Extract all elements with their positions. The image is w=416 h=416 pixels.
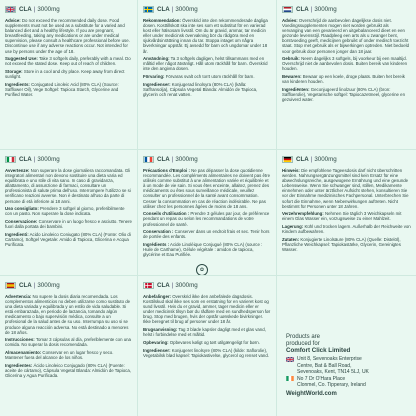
website-url[interactable]: WeightWorld.com: [286, 391, 337, 398]
denmark-flag-icon: [143, 282, 154, 289]
panel-header: CLA | 3000mg: [143, 3, 271, 15]
producer-title: Products are: [286, 334, 321, 340]
address-line: Sevenoaks, Kent, TN14 5LJ, UK: [297, 369, 369, 376]
product-dose: 3000mg: [37, 155, 60, 163]
panel-header: CLA | 3000mg: [5, 279, 132, 291]
product-dose: 3000mg: [175, 155, 198, 163]
advice-paragraph: Avvertenze: Non superare la dose giornaliera raccomandata. Gli integratori alimentari non devono sostituire una dieta varia ed equilibrata e uno stile di vita sano. In caso di gravidanza, allattamento, di assunzione di farmaci, consultare un professionista di salute prima dell'uso. Interrompere l'utilizzo se si verificano reazioni avverse. Non è destinato all'uso da parte di persone di età inferiore ai 18 anni.: [5, 168, 131, 204]
germany-flag-icon: [282, 156, 293, 163]
panel-de: [277, 150, 416, 276]
product-dose: 3000mg: [37, 281, 60, 289]
uk-flag-icon: [286, 357, 294, 362]
netherlands-flag-icon: [282, 6, 293, 13]
storage-paragraph: Opbevaring: Opbevares køligt og tørt utilgængeligt for børn.: [143, 339, 260, 345]
panel-fr: [138, 150, 277, 276]
advice-paragraph: Précautions d'Emploi : Ne pas dépasser la dose quotidienne recommandée. Les compléments alimentaires ne doivent pas être utilisés comme substitut à une alimentation variée et équilibrée et à un mode de vie sain. Si vous êtes enceinte, allaitez, prenez des médicaments ou êtes sous surveillance médicale, veuillez consulter un professionnel de la santé avant consommation. Cesser la consommation en cas de réaction indésirable. Ne pas utiliser chez les personnes âgées de moins de 18 ans.: [143, 168, 270, 209]
panel-header: CLA | 3000mg: [282, 153, 411, 165]
product-dose: 3000mg: [37, 5, 60, 13]
advice-paragraph: Rekommendation: Överskrid inte den rekommenderade dagliga dosen. Kosttillskott ska inte ses som ett substitut för en varierad kost eller hälsosam livsstil. Om du är gravid, ammar, tar medicin eller under medicinsk övervakning bör du rådgöra med en sjukvårdsinrättning innan du tar. Stoppa intaget om några biverkningar uppstår. Ej avsedd för barn och ungdomar under 18 år.: [143, 18, 268, 54]
usage-paragraph: Brugsanvisning: Tag 3 bløde kapsler dagligt med et glas vand, helst i forbindelse med et måltid.: [143, 327, 266, 338]
panel-header: CLA | 3000mg: [5, 153, 132, 165]
panel-se: [138, 0, 277, 150]
address-line: No 7 Dr O'Hara Place: [286, 376, 369, 382]
usage-paragraph: Conseils d'utilisation : Prendre 3 gélules par jour, de préférence pendant un repas ou selon les recommandations de votre professionnel de santé.: [143, 211, 270, 227]
storage-paragraph: Conservazione: Conservare in un luogo fresco e asciutto. Tenere fuori dalla portata dei bambini.: [5, 219, 132, 230]
advice-paragraph: Anbefalinger: Overskrid ikke den anbefalede dagsdosis. Kosttilskud skal ikke ses som en erstatning for en varieret kost og sund livsstil. Hvis du er gravid, ammer, tager medicin eller er under medicinsk tilsyn bør du rådføre med en sundhedsperson før brug. Stop med brugen, hvis der opstår uønskede bivirkninger. Ikke beregnet til brug af personer under 18 år.: [143, 294, 271, 325]
storage-paragraph: Almacenamiento: Conservar en un lugar fresco y seco. Mantener fuera del alcance de los niños.: [5, 350, 114, 361]
usage-paragraph: Suggested Use: Take 3 softgels daily, preferably with a meal. Do not exceed the stated dose. Keep out of reach of children.: [5, 56, 131, 67]
product-name: CLA: [19, 5, 32, 13]
panel-body: [5, 18, 132, 97]
producer-info: [286, 334, 369, 398]
panel-body: [5, 294, 132, 378]
uk-flag-icon: [5, 6, 16, 13]
address-line: Centre, Bat & Ball Road,: [297, 362, 352, 369]
ingredients-paragraph: Ingredientes: Ácido Linoleico Conjugado (80% CLA) (Fuente: aceite de cártamo), Cápsula Vegetal Blanda: Almidón de Tapioca, Glicerina y Agua Purificada.: [5, 362, 131, 379]
ingredients-paragraph: Ingredienser: Konjugeret linolsyre (80% CLA) (kilde: Saflorolie), Vegetabilsk blød kapsel: Tapiokastivelse, glycerol og renset vand.: [143, 347, 269, 358]
panel-body: [282, 18, 411, 102]
product-dose: 3000mg: [175, 281, 198, 289]
sweden-flag-icon: [143, 6, 154, 13]
ingredients-paragraph: Ingredients: Conjugated Linoleic Acid (80% CLA) (Source: Safflower Oil), Vege Softgel: Tapioca Starch, Glycerine and Purified Water.: [5, 81, 119, 97]
usage-paragraph: Användning: Ta 3 softgels dagligen, helst tillsammans med en måltid eller något ätvänligt. Håll utom räckhåll för barn. Överskrid inte den angivna dosen.: [143, 56, 268, 72]
usage-paragraph: Instrucciones: Tomar 3 cápsulas al día, preferiblemente con una comida. No superar la dosis recomendada.: [5, 337, 131, 348]
product-name: CLA: [19, 281, 32, 289]
address-line: Unit 8, Sevenoaks Enterprise: [286, 356, 369, 362]
panel-body: [143, 294, 271, 358]
product-name: CLA: [296, 5, 309, 13]
panel-body: [143, 18, 271, 97]
panel-header: CLA | 3000mg: [143, 279, 271, 291]
product-dose: 3000mg: [175, 5, 198, 13]
france-flag-icon: [143, 156, 154, 163]
ingredients-paragraph: Zutaten: Konjugierte Linolsäure (80% CLA) (Quelle: Distelöl), Pflanzliche Weichkapsel: Tapiokastärke, Glycerin, Gereinigtes Wasser.: [282, 236, 401, 253]
italy-flag-icon: [5, 156, 16, 163]
spain-flag-icon: [5, 282, 16, 289]
ingredients-paragraph: Ingrediënten: Geconjugeerd linolzuur (80% CLA) (bron: Saffloerolie), Vegetarische softgel: Tapiocazetmeel, glycerine en gezuiverd water.: [282, 86, 405, 103]
panel-body: [5, 168, 132, 247]
ireland-flag-icon: [286, 376, 294, 381]
panel-header: CLA | 3000mg: [143, 153, 271, 165]
producer-title-2: produced for: [286, 341, 320, 347]
product-dose: 3000mg: [314, 155, 337, 163]
ingredients-paragraph: Ingredienser: Konjugerad linolsyra (80% CLA) (källa: Saffransolja), Cápsula Vegetal Blanda: Almidón de Tapioca, glycerin och renat vatten.: [143, 81, 258, 97]
panel-dk: [138, 276, 277, 416]
storage-paragraph: Lagerung: Kühl und trocken lagern. Außerhalb der Reichweite von Kindern aufbewahren.: [282, 224, 411, 235]
storage-paragraph: Conservation : Conserver dans un endroit frais et sec. Tenir hors de portée des enfants.: [143, 229, 270, 240]
usage-paragraph: Verzehrempfehlung: Nehmen Sie täglich 3 Weichkapseln mit einem Glas Wasser ein, vorzugsweise zu einer Mahlzeit.: [282, 211, 402, 222]
panel-body: [282, 168, 411, 252]
advice-paragraph: Advertencia: No supere la dosis diaria recomendada. Los complementos alimenticios no deben utilizarse como sustituto de una dieta variada y equilibrada y un estilo de vida saludable. Si está embarazada, en periodo de lactancia, tomando algún medicamento o bajo supervisión médica, consulte a un profesional de la salud antes de su uso. Interrumpa su uso si se produce alguna reacción adversa. No está destinado a menores de 18 años.: [5, 294, 131, 335]
product-name: CLA: [157, 5, 170, 13]
producer-company: Comfort Click Limited: [286, 347, 351, 354]
panel-it: [0, 150, 138, 276]
address-line: Clonmel, Co. Tipperary, Ireland: [297, 382, 366, 389]
advice-paragraph: Advice: Do not exceed the recommended daily dose. Food supplements must not be used as a substitute for a varied and balanced diet and a healthy lifestyle. If you are pregnant, breastfeeding, taking any medications or are under medical supervision, please consult a healthcare professional before use. Discontinue use if any adverse reactions occur. Not intended for use by persons under the age of 18.: [5, 18, 130, 54]
advice-paragraph: Advies: Overschrijd de aanbevolen dagelijkse dosis niet. Voedingssupplementen mogen niet worden gebruikt als vervanging van een gevarieerd en uitgebalanceerd dieet en een gezonde levensstijl. Raadpleeg een arts als u zwanger bent, borstvoeding geeft, medicijnen gebruikt of onder medisch toezicht staat. Stop met gebruik als er bijwerkingen optreden. Niet bedoeld voor gebruik door personen jonger dan 18 jaar.: [282, 18, 410, 54]
panel-header: CLA | 3000mg: [282, 3, 411, 15]
panel-es: [0, 276, 138, 416]
panel-body: [143, 168, 271, 257]
product-name: CLA: [296, 155, 309, 163]
usage-paragraph: Uso consigliato: Prendere 3 softgel al giorno, preferibilmente con un pasto. Non superare la dose indicata.: [5, 206, 125, 217]
advice-paragraph: Hinweis: Die empfohlene Tageesdosis darf nicht überschritten werden. Nahrungsergänzungsmittel sind kein Ersatz für eine abwechslungsreiche, ausgewogene Ernährung und eine gesunde Lebensweise. Wenn Sie schwanger sind, stillen, Medikamente einnehmen oder unter ärztlicher Aufsicht stehen, konsultieren Sie vor der Einnahme medizinisches Fachpersonal. Unterbrechen Sie sofort die Einnahme, wenn Nebenwirkungen auftreten. Nicht bestimmt für Personen unter 18 Jahren.: [282, 168, 409, 209]
product-name: CLA: [19, 155, 32, 163]
product-name: CLA: [157, 281, 170, 289]
ingredients-paragraph: Ingrédients : Acide Linoléique Conjugué (80% CLA) (source : Huile de Carthame), Gélule végétale : amidon de tapioca, glycérine et Eau Purifiée.: [143, 242, 263, 258]
panel-header: CLA | 3000mg: [5, 3, 132, 15]
storage-paragraph: Förvaring: Förvaras svalt och torrt utom räckhåll för barn.: [143, 74, 255, 80]
usage-paragraph: Gebruik: Neem dagelijks 3 softgels, bij voorkeur bij een maaltijd. Overschrijd niet de aanbevolen dosis. Buiten bereik van kinderen houden.: [282, 56, 408, 72]
ingredients-paragraph: Ingredienti: Acido Linoleico Coniugato (80% CLA) (Fonte: Olio di Cartamo), Softgel Vegetale: Amido di Tapioca, Glicerina e Acqua Purificata.: [5, 231, 131, 247]
product-dose: 3000mg: [314, 5, 337, 13]
panel-en: [0, 0, 138, 150]
panel-nl: [277, 0, 416, 150]
recycling-logo-icon: ✿: [196, 264, 208, 276]
storage-paragraph: Bewaren: Bewaar op een koele, droge plaats. Buiten het bereik van kinderen houden.: [282, 74, 405, 85]
storage-paragraph: Storage: Store in a cool and dry place. Keep away from direct sunlight.: [5, 69, 125, 80]
product-name: CLA: [157, 155, 170, 163]
